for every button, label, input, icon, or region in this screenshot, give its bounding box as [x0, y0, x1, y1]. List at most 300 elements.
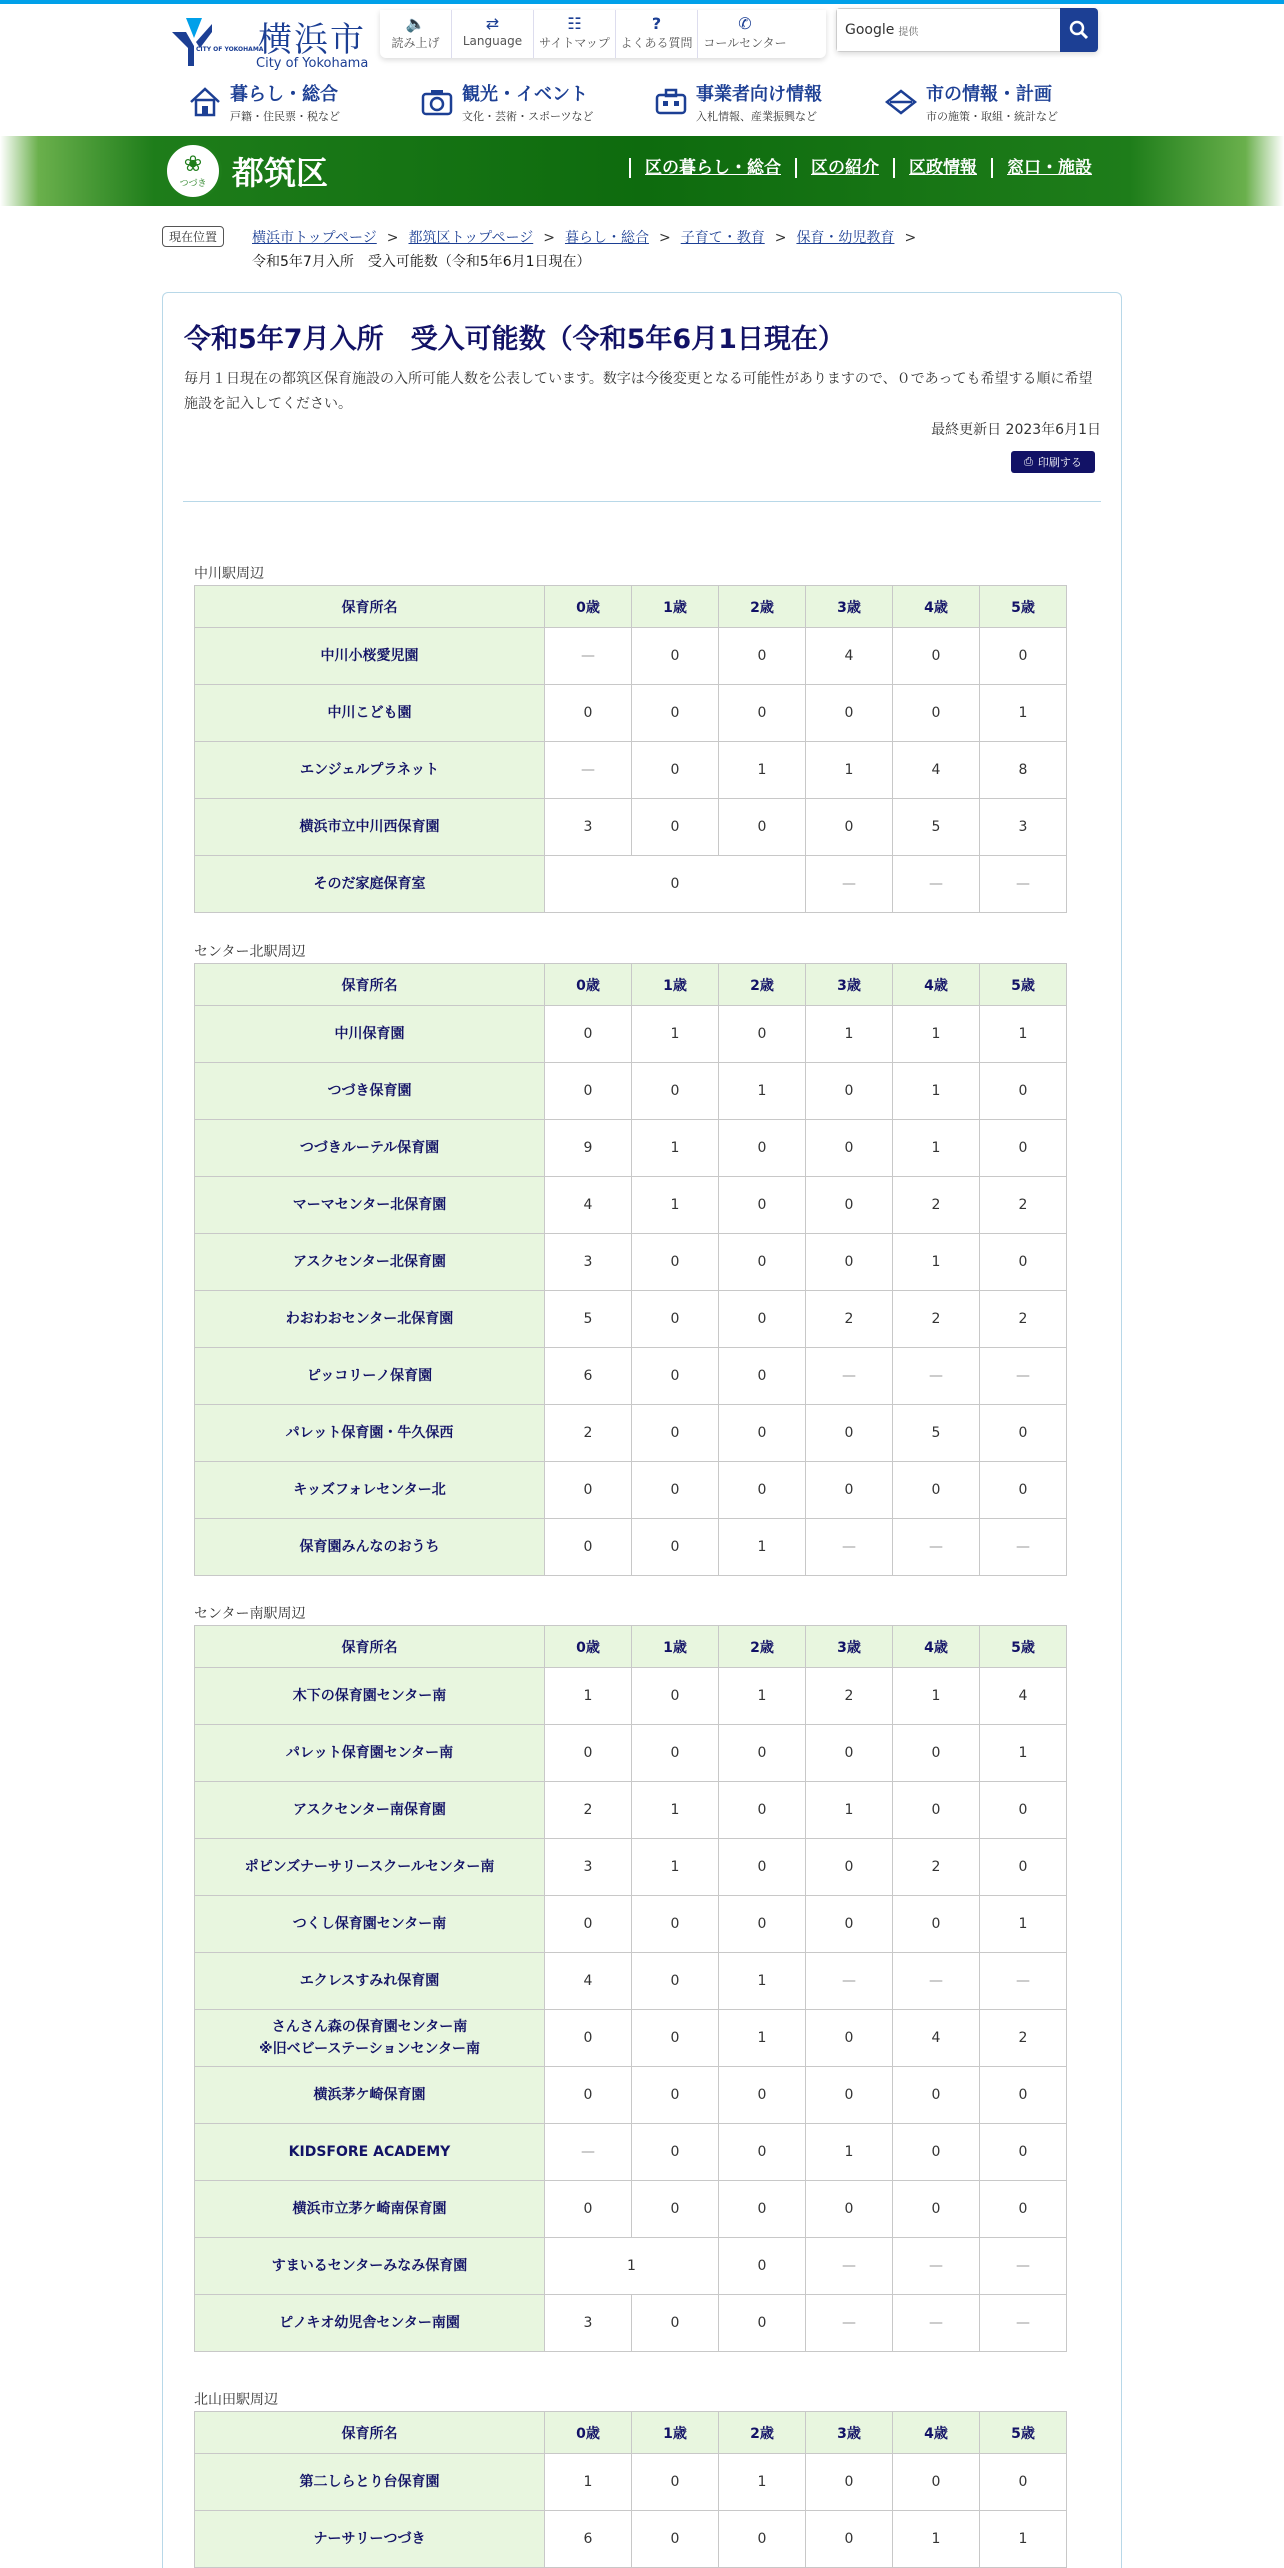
count-cell: 6 — [545, 1348, 632, 1405]
util-label: 読み上げ — [391, 36, 440, 50]
gnav-sub: 入札情報、産業振興など — [696, 110, 817, 123]
printer-icon: ⎙ — [1024, 455, 1033, 468]
facility-name-note: ※旧ベビーステーションセンター南 — [259, 2041, 480, 2057]
count-cell: 1 — [719, 2010, 806, 2067]
count-cell: 0 — [545, 1063, 632, 1120]
table-row — [195, 742, 1067, 799]
count-cell: 0 — [632, 742, 719, 799]
facility-name — [195, 1006, 545, 1063]
logo-english: City of Yokohama — [256, 56, 369, 71]
column-header: 5歳 — [980, 586, 1067, 628]
count-cell: 9 — [545, 1120, 632, 1177]
column-header: 保育所名 — [195, 964, 545, 1006]
ward-emblem[interactable] — [164, 142, 222, 200]
count-cell: 0 — [719, 1405, 806, 1462]
question-icon: ? — [651, 14, 662, 33]
count-cell: 0 — [806, 1405, 893, 1462]
count-cell: 0 — [893, 1782, 980, 1839]
count-cell: 2 — [545, 1782, 632, 1839]
table-row — [195, 2124, 1067, 2181]
count-cell: 0 — [632, 1953, 719, 2010]
breadcrumb-link[interactable]: 横浜市トップページ — [252, 230, 377, 246]
count-cell: 1 — [806, 2124, 893, 2181]
util-read-aloud[interactable] — [380, 10, 452, 58]
count-cell: 0 — [806, 799, 893, 856]
table-row — [195, 1462, 1067, 1519]
table-row — [195, 1839, 1067, 1896]
count-cell: 0 — [545, 1896, 632, 1953]
column-header: 5歳 — [980, 964, 1067, 1006]
facility-name — [195, 2238, 545, 2295]
count-cell: 0 — [980, 2181, 1067, 2238]
count-cell: 0 — [719, 1725, 806, 1782]
column-header: 保育所名 — [195, 2412, 545, 2454]
ward-emblem-text: つづき — [179, 178, 207, 189]
count-cell: 1 — [980, 685, 1067, 742]
search-input[interactable] — [836, 8, 1060, 52]
ward-link-living[interactable]: 区の暮らし・総合 — [629, 158, 795, 178]
availability-table — [194, 963, 1067, 1576]
count-cell: 0 — [980, 1839, 1067, 1896]
gnav-title: 事業者向け情報 — [696, 84, 822, 105]
count-cell: 0 — [632, 1291, 719, 1348]
search-provided: 提供 — [898, 26, 919, 38]
count-cell: 1 — [719, 742, 806, 799]
count-cell: 0 — [893, 1896, 980, 1953]
count-cell: 1 — [893, 1120, 980, 1177]
count-cell: 0 — [545, 685, 632, 742]
count-cell: 0 — [893, 2454, 980, 2511]
util-sitemap[interactable] — [534, 10, 616, 58]
last-updated: 最終更新日 2023年6月1日 — [931, 422, 1101, 438]
count-cell: 3 — [980, 799, 1067, 856]
count-cell: 0 — [980, 1063, 1067, 1120]
count-cell: 0 — [632, 1668, 719, 1725]
count-cell: 0 — [980, 2124, 1067, 2181]
facility-name-text: 木下の保育園センター南 — [292, 1688, 447, 1704]
section-title: センター北駅周辺 — [194, 944, 306, 960]
count-cell: 0 — [806, 1177, 893, 1234]
ward-emblem-icon: ❀ — [183, 151, 203, 177]
count-cell: — — [545, 742, 632, 799]
facility-name — [195, 1725, 545, 1782]
count-cell: 0 — [719, 1896, 806, 1953]
column-header: 1歳 — [632, 964, 719, 1006]
table-row — [195, 2181, 1067, 2238]
count-cell: 0 — [719, 1120, 806, 1177]
speaker-icon: 🔈 — [405, 14, 426, 33]
count-cell: 0 — [719, 628, 806, 685]
count-cell: 0 — [632, 1725, 719, 1782]
count-cell: — — [806, 1348, 893, 1405]
count-cell: 0 — [980, 1234, 1067, 1291]
facility-name-text: そのだ家庭保育室 — [313, 876, 426, 892]
facility-name — [195, 2295, 545, 2352]
facility-name — [195, 2181, 545, 2238]
count-cell: 5 — [893, 1405, 980, 1462]
count-cell: 3 — [545, 1234, 632, 1291]
count-cell: 0 — [980, 1462, 1067, 1519]
breadcrumb-tag: 現在位置 — [162, 226, 224, 247]
count-cell: 0 — [719, 1782, 806, 1839]
count-cell: 2 — [980, 1291, 1067, 1348]
facility-name-text: 中川小桜愛児園 — [320, 648, 419, 664]
facility-name-text: すまいるセンターみなみ保育園 — [271, 2258, 468, 2274]
count-cell: 1 — [632, 1782, 719, 1839]
column-header: 保育所名 — [195, 1626, 545, 1668]
gnav-living[interactable] — [188, 80, 340, 124]
facility-name — [195, 2124, 545, 2181]
page-title: 令和5年7月入所 受入可能数（令和5年6月1日現在） — [184, 324, 845, 355]
facility-name-text: さんさん森の保育園センター南 — [271, 2019, 468, 2035]
count-cell: 0 — [719, 2181, 806, 2238]
count-cell: 1 — [632, 1006, 719, 1063]
column-header: 1歳 — [632, 2412, 719, 2454]
facility-name-text: パレット保育園・牛久保西 — [285, 1425, 454, 1441]
table-row — [195, 1953, 1067, 2010]
count-cell: 1 — [719, 1953, 806, 2010]
availability-table — [194, 585, 1067, 913]
print-label: 印刷する — [1037, 456, 1082, 469]
count-cell: 0 — [632, 1405, 719, 1462]
facility-name-text: アスクセンター北保育園 — [293, 1254, 446, 1270]
count-cell: 1 — [893, 1006, 980, 1063]
count-cell: 0 — [632, 1234, 719, 1291]
count-cell: — — [806, 1953, 893, 2010]
count-cell: — — [980, 2295, 1067, 2352]
column-header: 4歳 — [893, 2412, 980, 2454]
page-lead: 毎月１日現在の都筑区保育施設の入所可能人数を公表しています。数字は今後変更となる可能性がありますので、０であっても希望する順に希望施設を記入してください。 — [184, 371, 1093, 412]
column-header: 4歳 — [893, 1626, 980, 1668]
count-cell: — — [893, 2295, 980, 2352]
count-cell: 2 — [806, 1291, 893, 1348]
count-cell: 0 — [806, 2511, 893, 2568]
count-cell: 0 — [980, 1405, 1067, 1462]
breadcrumb-separator: > — [658, 230, 671, 246]
gnav-title: 観光・イベント — [462, 84, 588, 105]
count-cell: 1 — [806, 1006, 893, 1063]
merged-count-cell: 0 — [545, 856, 806, 913]
count-cell: — — [980, 1953, 1067, 2010]
count-cell: 0 — [893, 1725, 980, 1782]
count-cell: 0 — [719, 1234, 806, 1291]
count-cell: — — [893, 856, 980, 913]
facility-name-text: つづき保育園 — [327, 1083, 412, 1099]
ward-link-facilities[interactable]: 窓口・施設 — [991, 158, 1106, 178]
gnav-sub: 文化・芸術・スポーツなど — [462, 110, 594, 123]
breadcrumb-separator: > — [774, 230, 787, 246]
count-cell: 0 — [632, 2295, 719, 2352]
breadcrumb-link[interactable]: 暮らし・総合 — [564, 230, 649, 246]
count-cell: 0 — [893, 685, 980, 742]
count-cell: 2 — [806, 1668, 893, 1725]
count-cell: 0 — [545, 1725, 632, 1782]
count-cell: 0 — [632, 2010, 719, 2067]
gnav-title: 暮らし・総合 — [230, 84, 338, 105]
count-cell: 1 — [719, 1063, 806, 1120]
util-label: サイトマップ — [539, 36, 610, 50]
breadcrumb-separator: > — [904, 230, 917, 246]
count-cell: 4 — [806, 628, 893, 685]
count-cell: 0 — [806, 685, 893, 742]
count-cell: — — [893, 1519, 980, 1576]
gnav-sub: 市の施策・取組・統計など — [926, 110, 1058, 123]
count-cell: — — [893, 1953, 980, 2010]
table-row — [195, 1291, 1067, 1348]
util-label: よくある質問 — [620, 36, 693, 50]
gnav-city-info[interactable] — [884, 80, 1058, 124]
count-cell: 0 — [893, 628, 980, 685]
count-cell: 1 — [806, 1782, 893, 1839]
util-language[interactable] — [452, 10, 534, 58]
count-cell: 0 — [632, 685, 719, 742]
count-cell: 1 — [632, 1839, 719, 1896]
facility-name-text: 横浜市立中川西保育園 — [299, 819, 440, 835]
count-cell: 0 — [719, 1177, 806, 1234]
facility-name-text: ポピンズナーサリースクールセンター南 — [244, 1859, 495, 1875]
count-cell: 0 — [632, 2181, 719, 2238]
facility-name — [195, 1462, 545, 1519]
column-header: 2歳 — [719, 964, 806, 1006]
count-cell: 2 — [545, 1405, 632, 1462]
breadcrumb-current: 令和5年7月入所 受入可能数（令和5年6月1日現在） — [252, 254, 591, 270]
count-cell: 0 — [632, 628, 719, 685]
count-cell: 6 — [545, 2511, 632, 2568]
facility-name-text: つくし保育園センター南 — [292, 1916, 447, 1932]
count-cell: 0 — [980, 1782, 1067, 1839]
facility-name-text: エンジェルプラネット — [300, 762, 439, 778]
facility-name-text: アスクセンター南保育園 — [293, 1802, 446, 1818]
gnav-title: 市の情報・計画 — [926, 84, 1052, 105]
count-cell: 1 — [719, 2454, 806, 2511]
count-cell: 2 — [893, 1291, 980, 1348]
breadcrumb-separator: > — [386, 230, 399, 246]
facility-name-text: ナーサリーつづき — [313, 2531, 426, 2547]
search-icon — [1069, 20, 1089, 40]
count-cell: 1 — [980, 1896, 1067, 1953]
column-header: 3歳 — [806, 2412, 893, 2454]
site-search — [836, 8, 1098, 52]
count-cell: 1 — [980, 2511, 1067, 2568]
ward-nav — [629, 158, 1106, 178]
count-cell: — — [980, 856, 1067, 913]
facility-name-text: エクレスすみれ保育園 — [299, 1973, 440, 1989]
count-cell: 0 — [980, 2067, 1067, 2124]
column-header: 1歳 — [632, 586, 719, 628]
section-title: 中川駅周辺 — [194, 566, 264, 582]
count-cell: 1 — [632, 1177, 719, 1234]
count-cell: 0 — [719, 2238, 806, 2295]
count-cell: 0 — [545, 1006, 632, 1063]
table-row — [195, 1006, 1067, 1063]
breadcrumb-link[interactable]: 都筑区トップページ — [408, 230, 534, 246]
count-cell: 0 — [806, 1234, 893, 1291]
count-cell: 0 — [806, 1063, 893, 1120]
count-cell: 4 — [893, 742, 980, 799]
count-cell: 3 — [545, 2295, 632, 2352]
count-cell: 2 — [980, 2010, 1067, 2067]
count-cell: 5 — [893, 799, 980, 856]
facility-name — [195, 2454, 545, 2511]
facility-name — [195, 1405, 545, 1462]
facility-name — [195, 2067, 545, 2124]
table-row — [195, 1725, 1067, 1782]
facility-name — [195, 1120, 545, 1177]
count-cell: 0 — [980, 1120, 1067, 1177]
facility-name — [195, 1519, 545, 1576]
count-cell: 0 — [806, 1120, 893, 1177]
count-cell: 0 — [632, 2067, 719, 2124]
count-cell: 0 — [545, 1462, 632, 1519]
column-header: 1歳 — [632, 1626, 719, 1668]
facility-name-text: KIDSFORE ACADEMY — [288, 2144, 451, 2160]
count-cell: 0 — [806, 2010, 893, 2067]
facility-name-text: つづきルーテル保育園 — [299, 1140, 440, 1156]
table-row — [195, 1668, 1067, 1725]
facility-name-text: 中川保育園 — [334, 1026, 405, 1042]
table-row — [195, 2067, 1067, 2124]
facility-name-text: ピッコリーノ保育園 — [306, 1368, 433, 1384]
house-icon — [188, 85, 222, 119]
facility-name — [195, 1234, 545, 1291]
facility-name — [195, 1839, 545, 1896]
count-cell: 0 — [806, 1462, 893, 1519]
facility-name — [195, 1177, 545, 1234]
facility-name — [195, 1953, 545, 2010]
count-cell: — — [545, 628, 632, 685]
gnav-tourism[interactable] — [420, 80, 594, 124]
count-cell: 1 — [893, 1063, 980, 1120]
table-row — [195, 2238, 1067, 2295]
table-row — [195, 685, 1067, 742]
facility-name-text: 横浜茅ケ崎保育園 — [313, 2087, 426, 2103]
util-call-center[interactable] — [698, 10, 792, 58]
table-row — [195, 1405, 1067, 1462]
divider — [183, 501, 1101, 502]
table-row — [195, 799, 1067, 856]
column-header: 5歳 — [980, 1626, 1067, 1668]
facility-name — [195, 1668, 545, 1725]
table-header-row — [195, 964, 1067, 1006]
count-cell: 0 — [545, 2010, 632, 2067]
table-row — [195, 1234, 1067, 1291]
availability-table — [194, 2411, 1067, 2568]
column-header: 2歳 — [719, 586, 806, 628]
count-cell: 2 — [893, 1839, 980, 1896]
table-row — [195, 1120, 1067, 1177]
table-header-row — [195, 2412, 1067, 2454]
count-cell: 0 — [632, 1462, 719, 1519]
count-cell: — — [806, 856, 893, 913]
ward-link-admin[interactable]: 区政情報 — [893, 158, 991, 178]
count-cell: 5 — [545, 1291, 632, 1348]
count-cell: 0 — [893, 2067, 980, 2124]
sitemap-icon: ☷ — [567, 14, 582, 33]
facility-name-text: わおわおセンター北保育園 — [285, 1311, 454, 1327]
count-cell: 0 — [719, 1348, 806, 1405]
facility-name — [195, 2010, 545, 2067]
count-cell: 0 — [719, 2511, 806, 2568]
facility-name — [195, 1896, 545, 1953]
column-header: 0歳 — [545, 586, 632, 628]
ward-banner — [0, 136, 1284, 206]
column-header: 保育所名 — [195, 586, 545, 628]
camera-icon — [420, 85, 454, 119]
count-cell: 1 — [893, 1668, 980, 1725]
count-cell: 1 — [545, 1668, 632, 1725]
section-title: 北山田駅周辺 — [194, 2392, 278, 2408]
util-faq[interactable] — [616, 10, 698, 58]
column-header: 0歳 — [545, 964, 632, 1006]
count-cell: 1 — [893, 2511, 980, 2568]
table-row — [195, 1177, 1067, 1234]
breadcrumb-link[interactable]: 保育・幼児教育 — [796, 230, 895, 246]
count-cell: 0 — [806, 1839, 893, 1896]
table-row — [195, 1063, 1067, 1120]
column-header: 3歳 — [806, 964, 893, 1006]
count-cell: 3 — [545, 1839, 632, 1896]
column-header: 2歳 — [719, 2412, 806, 2454]
breadcrumb-link[interactable]: 子育て・教育 — [680, 230, 765, 246]
facility-name — [195, 685, 545, 742]
column-header: 4歳 — [893, 964, 980, 1006]
facility-name-text: 中川こども園 — [327, 705, 412, 721]
count-cell: 0 — [980, 628, 1067, 685]
count-cell: 1 — [719, 1519, 806, 1576]
ward-name[interactable]: 都筑区 — [232, 154, 329, 192]
count-cell: 0 — [632, 2454, 719, 2511]
yokohama-logo[interactable] — [172, 12, 372, 70]
count-cell: 2 — [893, 1177, 980, 1234]
count-cell: — — [545, 2124, 632, 2181]
facility-name — [195, 799, 545, 856]
search-button[interactable] — [1060, 8, 1098, 52]
count-cell: 0 — [806, 1725, 893, 1782]
column-header: 3歳 — [806, 1626, 893, 1668]
city-info-icon — [884, 85, 918, 119]
count-cell: 1 — [632, 1120, 719, 1177]
table-row — [195, 2511, 1067, 2568]
count-cell: 0 — [632, 2511, 719, 2568]
count-cell: — — [806, 1519, 893, 1576]
column-header: 0歳 — [545, 1626, 632, 1668]
count-cell: 8 — [980, 742, 1067, 799]
count-cell: 0 — [632, 1063, 719, 1120]
table-row — [195, 1782, 1067, 1839]
count-cell: — — [980, 1348, 1067, 1405]
count-cell: 0 — [632, 1896, 719, 1953]
count-cell: 0 — [719, 2124, 806, 2181]
facility-name-text: マーマセンター北保育園 — [292, 1197, 447, 1213]
column-header: 0歳 — [545, 2412, 632, 2454]
breadcrumb-separator: > — [543, 230, 555, 246]
count-cell: 1 — [719, 1668, 806, 1725]
facility-name — [195, 742, 545, 799]
count-cell: — — [806, 2295, 893, 2352]
count-cell: 0 — [719, 2295, 806, 2352]
facility-name — [195, 1291, 545, 1348]
logo-mark-text: CITY OF YOKOHAMA — [196, 46, 264, 53]
count-cell: 0 — [545, 2067, 632, 2124]
count-cell: 4 — [545, 1953, 632, 2010]
main-content — [162, 292, 1122, 2568]
count-cell: 3 — [545, 799, 632, 856]
facility-name — [195, 1782, 545, 1839]
briefcase-icon — [654, 85, 688, 119]
print-button[interactable] — [1011, 451, 1095, 473]
ward-link-intro[interactable]: 区の紹介 — [795, 158, 893, 178]
gnav-business[interactable] — [654, 80, 822, 124]
